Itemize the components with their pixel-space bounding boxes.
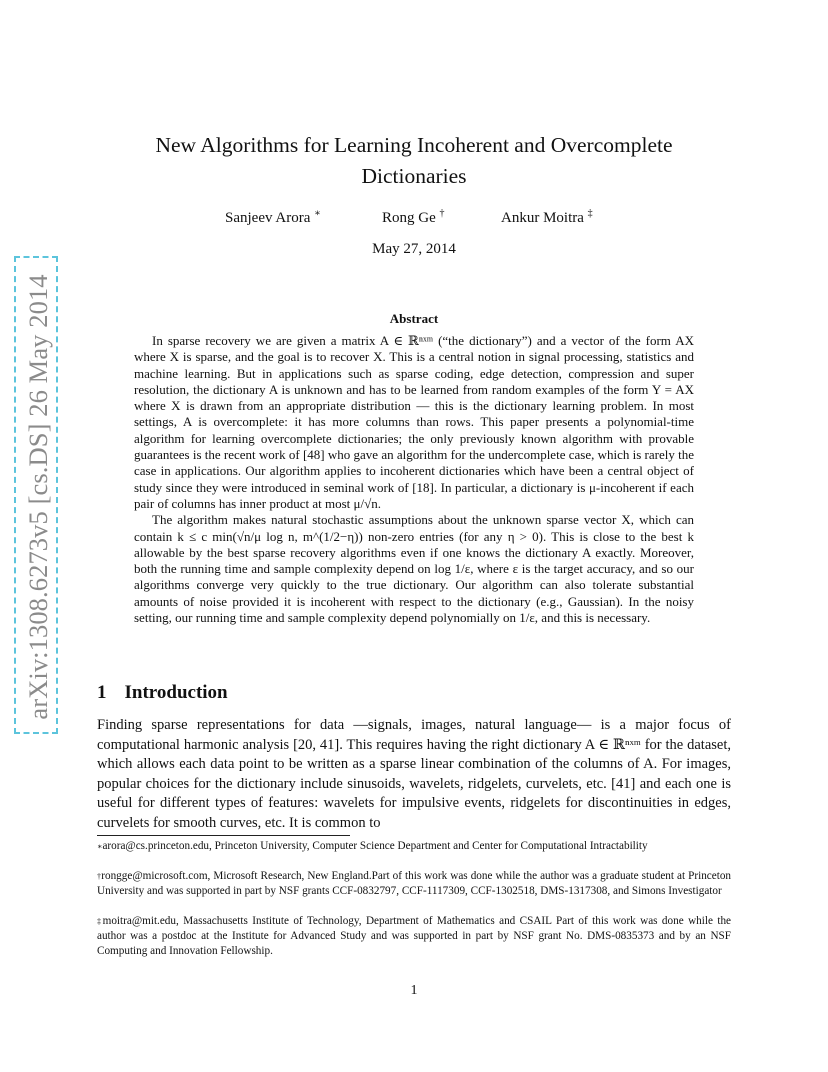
- footnote-ge: [97, 869, 731, 899]
- abstract-body: [134, 333, 694, 626]
- author-mark: †: [439, 208, 445, 219]
- page-number: 1: [410, 983, 418, 998]
- author-name: Rong Ge: [382, 210, 436, 226]
- section-number: 1: [97, 682, 107, 703]
- paper-date: May 27, 2014: [372, 241, 456, 257]
- author-mark: ‡: [587, 208, 593, 219]
- author-arora: [225, 208, 321, 227]
- author-name: Ankur Moitra: [501, 210, 584, 226]
- footnote-text: arora@cs.princeton.edu, Princeton University, Computer Science Department and Center for Computational Intractability: [102, 840, 648, 852]
- arxiv-stamp[interactable]: [14, 256, 58, 734]
- paper-title: [100, 130, 728, 192]
- footnote-rule: [97, 835, 350, 836]
- footnote-text: moitra@mit.edu, Massachusetts Institute of Technology, Department of Mathematics and CSAIL Part of this work was done while the author was a postdoc at the Institute for Advanced Study and was supported in part by NSF grant No. DMS-0835373 and by an NSF Computing and Innovation Fellowship.: [97, 915, 732, 957]
- intro-paragraph: Finding sparse representations for data —signals, images, natural language— is a major focus of computational harmonic analysis [20, 41]. This requires having the right dictionary A ∈ ℝⁿˣᵐ for the dataset, which allows each data point to be written as a sparse linear combination of the columns of A. For images, popular choices for the dictionary include sinusoids, wavelets, ridgelets, curvelets, etc. [41] and each one is useful for different types of features: wavelets for impulsive events, ridgelets for discontinuities in edges, curvelets for smooth curves, etc. It is common to: [97, 717, 731, 831]
- footnote-text: rongge@microsoft.com, Microsoft Research, New England.Part of this work was done while the author was a graduate student at Princeton University and was supported in part by NSF grants CCF-0832797, CCF-1117309, CCF-1302518, DMS-1317308, and Simons Investigator: [97, 870, 732, 897]
- author-mark: ∗: [314, 208, 321, 219]
- section-title: Introduction: [124, 682, 228, 703]
- footnote-mark: †: [97, 872, 102, 881]
- abstract-paragraph-2: The algorithm makes natural stochastic assumptions about the unknown sparse vector X, which can contain k ≤ c min(√n/μ log n, m^(1/2−η)) non-zero entries (for any η > 0). This is close to the best k allowable by the best sparse recovery algorithms even if one knows the dictionary A exactly. Moreover, both the running time and sample complexity depend on log 1/ε, where ε is the target accuracy, and so our algorithms converge very quickly to the true dictionary. Our algorithm can also tolerate substantial amounts of noise provided it is incoherent with respect to the dictionary (e.g., Gaussian). In the noisy setting, our running time and sample complexity depend polynomially on 1/ε, and this is necessary.: [134, 512, 694, 626]
- author-ge: [382, 208, 445, 227]
- footnote-moitra: [97, 914, 731, 959]
- title-line-1: New Algorithms for Learning Incoherent and Overcomplete: [155, 133, 673, 157]
- author-moitra: [501, 208, 593, 227]
- abstract-paragraph-1: In sparse recovery we are given a matrix A ∈ ℝⁿˣᵐ (“the dictionary”) and a vector of the form AX where X is sparse, and the goal is to recover X. This is a central notion in signal processing, statistics and machine learning. But in applications such as sparse coding, edge detection, compression and super resolution, the dictionary A is unknown and has to be learned from random examples of the form Y = AX where X is drawn from an appropriate distribution — this is the dictionary learning problem. In most settings, A is overcomplete: it has more columns than rows. This paper presents a polynomial-time algorithm for learning overcomplete dictionaries; the only previously known algorithm with provable guarantees is the recent work of [48] who gave an algorithm for the undercomplete case, which is rarely the case in applications. Our algorithm applies to incoherent dictionaries which have been a central object of study since they were introduced in seminal work of [18]. In particular, a dictionary is μ-incoherent if each pair of columns has inner product at most μ/√n.: [134, 333, 694, 511]
- intro-body: [97, 716, 731, 833]
- footnote-mark: ∗: [97, 842, 103, 851]
- title-line-2: Dictionaries: [361, 164, 467, 188]
- footnote-mark: ‡: [97, 917, 103, 926]
- arxiv-stamp-text: arXiv:1308.6273v5 [cs.DS] 26 May 2014: [22, 274, 53, 720]
- section-heading: [97, 682, 228, 704]
- footnote-arora: [97, 839, 731, 854]
- abstract-heading: Abstract: [389, 311, 439, 326]
- author-name: Sanjeev Arora: [225, 210, 311, 226]
